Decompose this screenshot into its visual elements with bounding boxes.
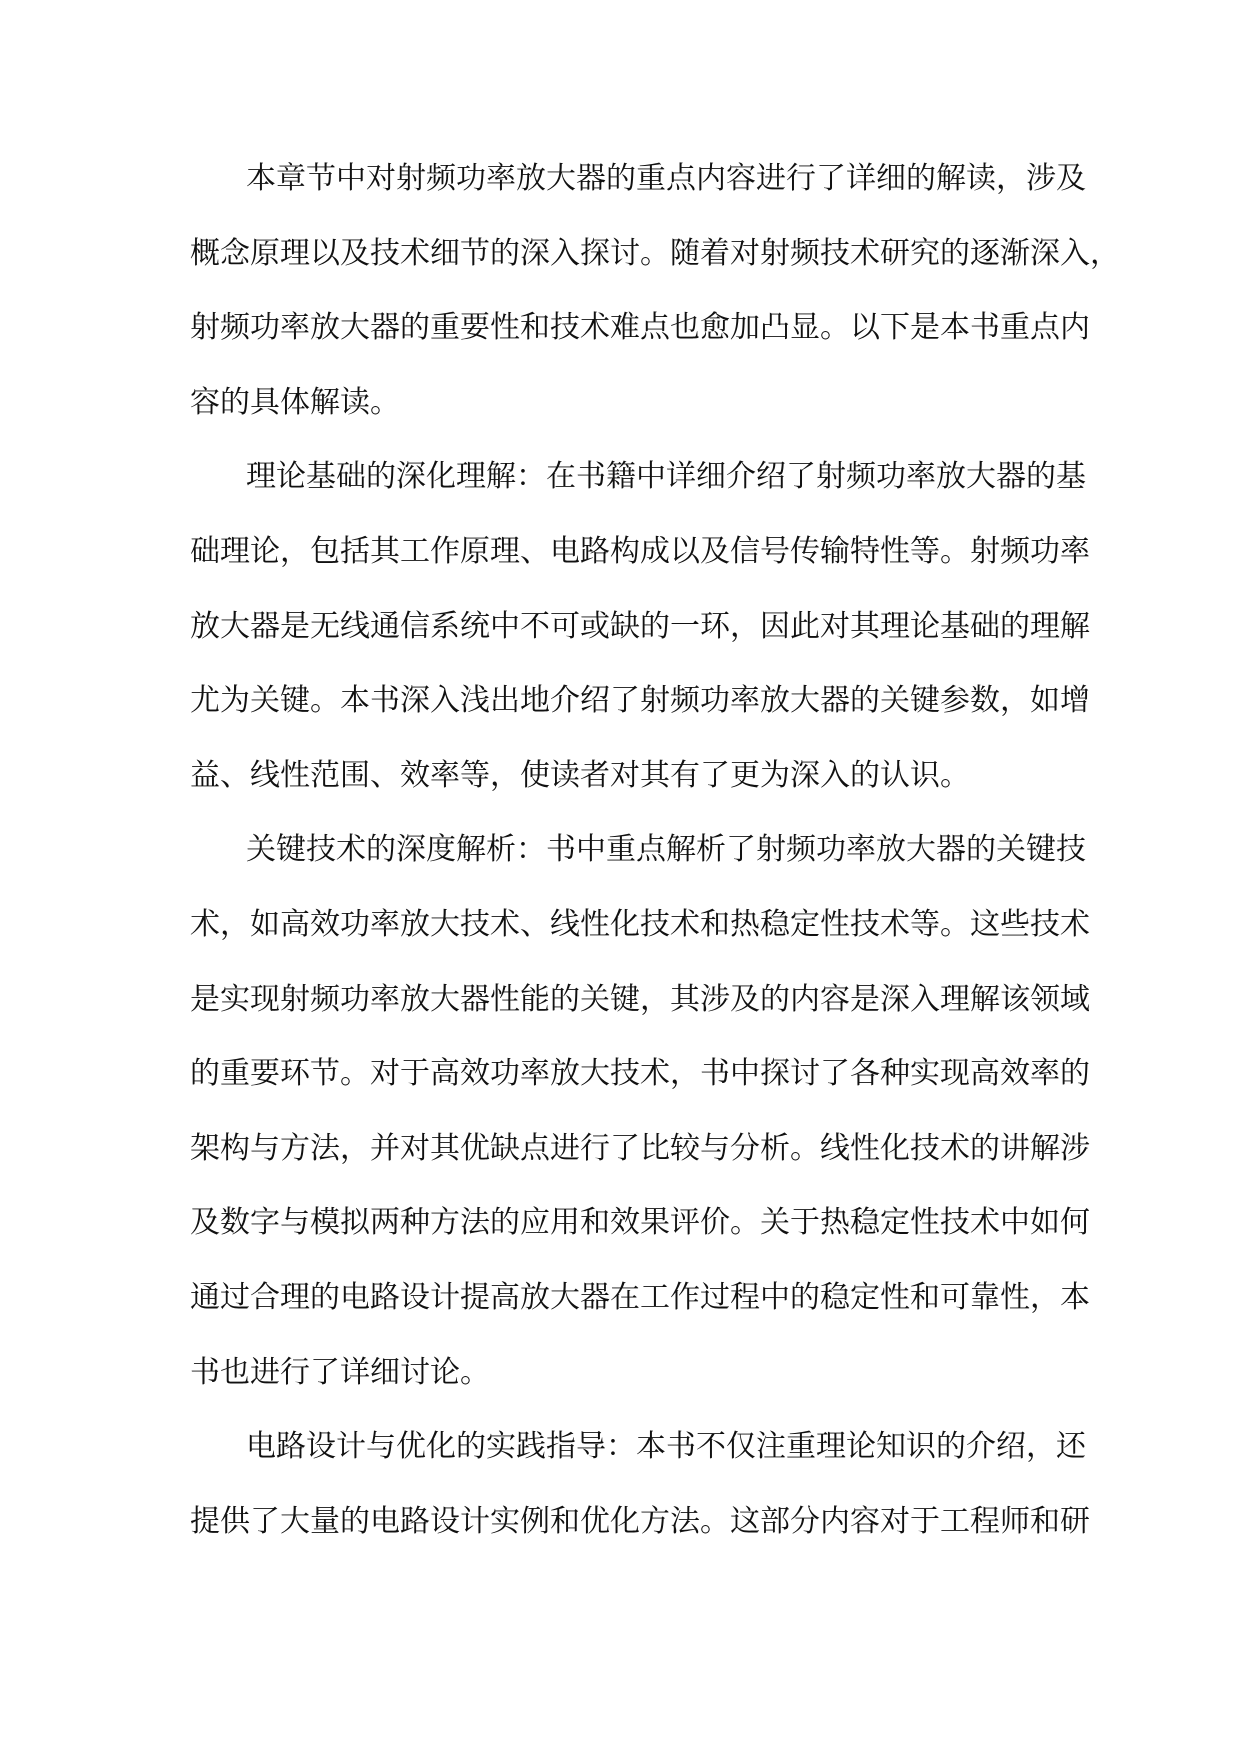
text-line: 概念原理以及技术细节的深入探讨。随着对射频技术研究的逐渐深入， xyxy=(190,235,1120,271)
text-line: 益、线性范围、效率等，使读者对其有了更为深入的认识。 xyxy=(190,757,970,793)
text-line: 及数字与模拟两种方法的应用和效果评价。关于热稳定性技术中如何 xyxy=(190,1205,1090,1241)
paragraph-circuit-design xyxy=(190,1410,1090,1559)
text-line: 理论基础的深化理解：在书籍中详细介绍了射频功率放大器的基 xyxy=(246,459,1086,495)
text-line: 础理论，包括其工作原理、电路构成以及信号传输特性等。射频功率 xyxy=(190,533,1090,569)
paragraph-intro xyxy=(190,142,1120,440)
text-line: 放大器是无线通信系统中不可或缺的一环，因此对其理论基础的理解 xyxy=(190,608,1090,644)
text-line: 通过合理的电路设计提高放大器在工作过程中的稳定性和可靠性，本 xyxy=(190,1279,1090,1315)
body-text xyxy=(190,142,1120,1559)
text-line: 书也进行了详细讨论。 xyxy=(190,1354,490,1390)
text-line: 电路设计与优化的实践指导：本书不仅注重理论知识的介绍，还 xyxy=(246,1429,1086,1465)
text-line: 关键技术的深度解析：书中重点解析了射频功率放大器的关键技 xyxy=(246,832,1086,868)
text-line: 架构与方法，并对其优缺点进行了比较与分析。线性化技术的讲解涉 xyxy=(190,1130,1090,1166)
text-line: 尤为关键。本书深入浅出地介绍了射频功率放大器的关键参数，如增 xyxy=(190,683,1090,719)
text-line: 提供了大量的电路设计实例和优化方法。这部分内容对于工程师和研 xyxy=(190,1503,1090,1539)
text-line: 容的具体解读。 xyxy=(190,384,400,420)
text-line: 本章节中对射频功率放大器的重点内容进行了详细的解读，涉及 xyxy=(246,161,1086,196)
text-line: 的重要环节。对于高效功率放大技术，书中探讨了各种实现高效率的 xyxy=(190,1056,1090,1092)
text-line: 射频功率放大器的重要性和技术难点也愈加凸显。以下是本书重点内 xyxy=(190,310,1090,346)
text-line: 术，如高效功率放大技术、线性化技术和热稳定性技术等。这些技术 xyxy=(190,906,1090,942)
paragraph-theory xyxy=(190,440,1090,813)
paragraph-key-tech xyxy=(190,813,1090,1410)
text-line: 是实现射频功率放大器性能的关键，其涉及的内容是深入理解该领域 xyxy=(190,981,1090,1017)
